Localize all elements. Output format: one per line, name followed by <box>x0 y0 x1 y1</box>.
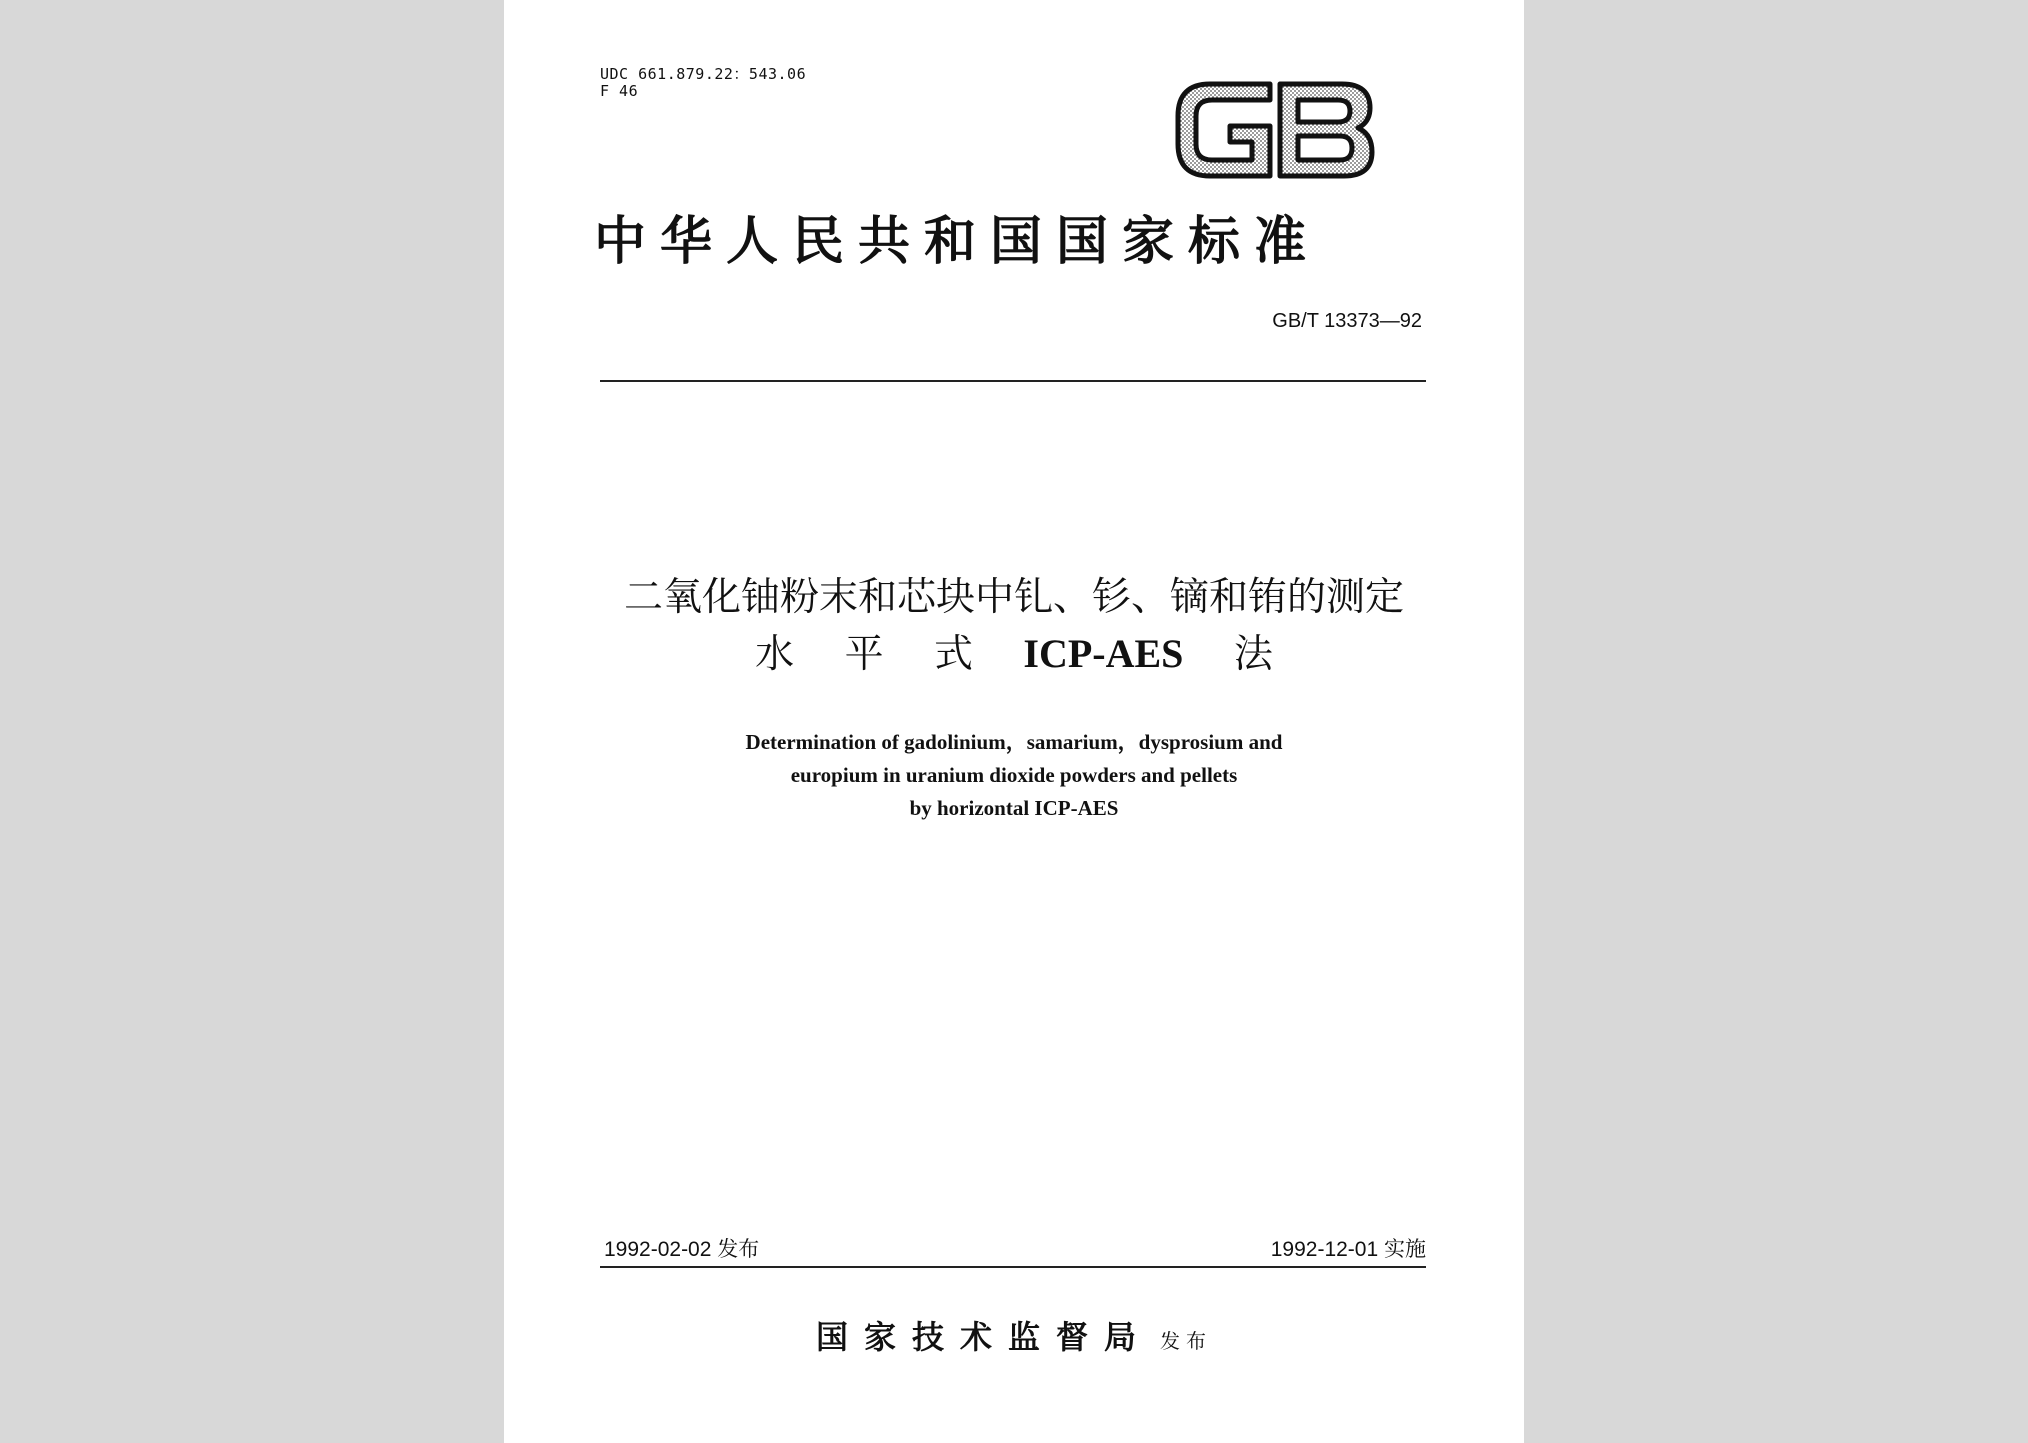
standard-number: GB/T 13373—92 <box>1272 310 1422 332</box>
udc-code: UDC 661.879.22：543.06 <box>600 65 807 83</box>
date-row <box>600 1236 1426 1268</box>
chinese-title-line-1: 二氧化铀粉末和芯块中钆、钐、镝和铕的测定 <box>623 575 1404 620</box>
classification-block <box>600 66 806 100</box>
publisher-label: 发布 <box>1160 1329 1212 1353</box>
footer-divider <box>600 1266 1426 1268</box>
category-code: F 46 <box>600 82 639 100</box>
method-acronym: ICP-AES <box>1023 631 1184 676</box>
implementation-date <box>1271 1236 1426 1263</box>
method-suffix-cn: 法 <box>1233 632 1273 677</box>
national-standard-title: 中华人民共和国国家标准 <box>594 211 1321 272</box>
gb-standard-logo-icon <box>1172 76 1378 184</box>
publisher <box>504 1312 1524 1358</box>
issue-date-value: 1992-02-02 <box>604 1238 712 1261</box>
english-title-line-2: europium in uranium dioxide powders and pellets <box>790 763 1238 787</box>
implementation-date-value: 1992-12-01 <box>1270 1238 1379 1261</box>
english-title <box>504 726 1524 825</box>
issue-date <box>604 1236 759 1263</box>
document-page <box>504 0 1524 1443</box>
english-title-line-3: by horizontal ICP-AES <box>909 796 1119 820</box>
publisher-name: 国家技术监督局 <box>815 1318 1152 1356</box>
english-title-line-1: Determination of gadolinium，samarium，dysprosium and <box>745 730 1283 754</box>
header-divider <box>600 380 1426 382</box>
implementation-date-label: 实施 <box>1384 1237 1426 1261</box>
chinese-title <box>504 570 1524 683</box>
issue-date-label: 发布 <box>717 1237 760 1261</box>
chinese-title-line-2 <box>504 626 1524 683</box>
method-name-cn: 水 平 式 <box>755 632 973 677</box>
